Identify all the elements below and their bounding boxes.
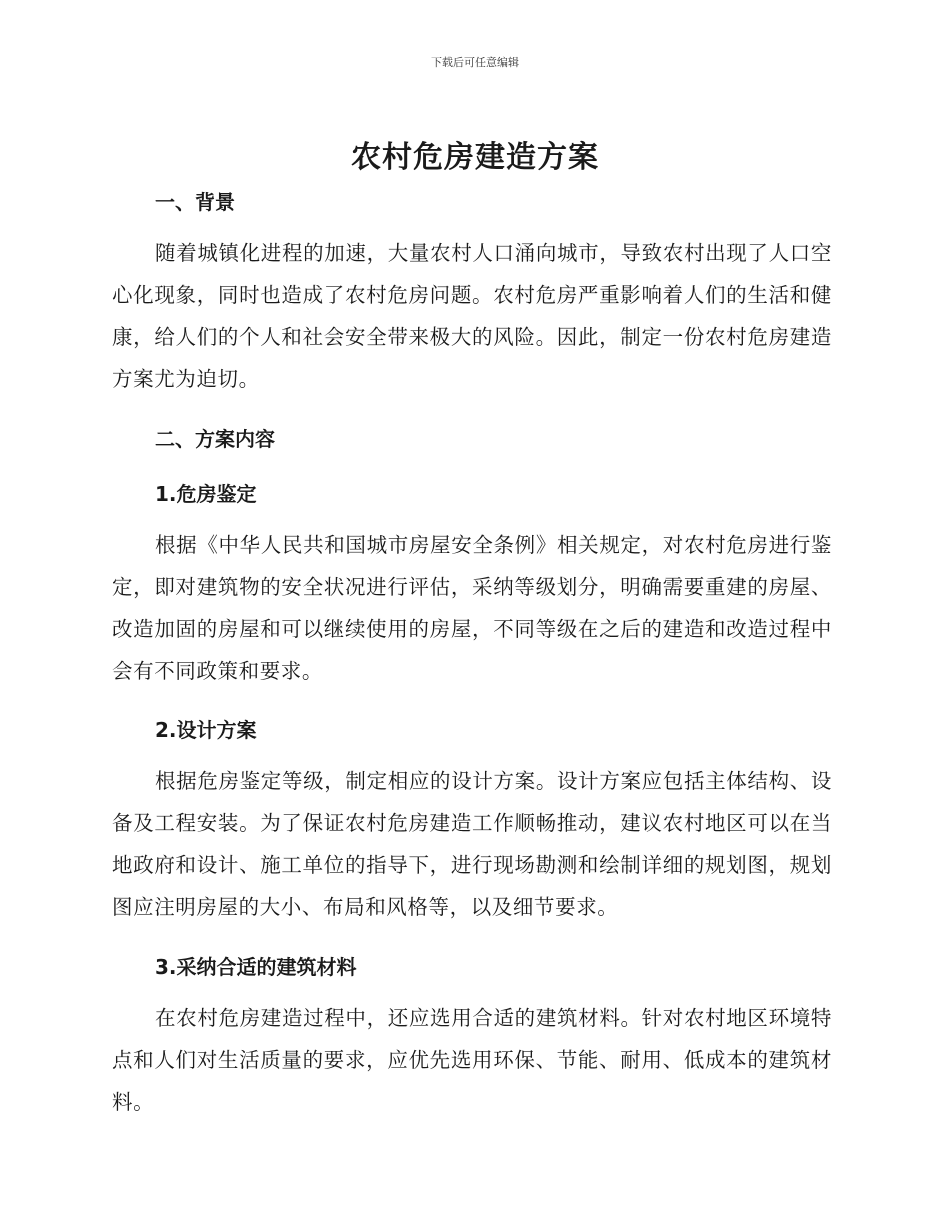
section-heading-content: 二、方案内容 xyxy=(155,427,275,451)
section-heading-background: 一、背景 xyxy=(155,190,235,214)
paragraph-materials: 在农村危房建造过程中，还应选用合适的建筑材料。针对农村地区环境特点和人们对生活质量的要求，应优先选用环保、节能、耐用、低成本的建筑材料。 xyxy=(112,1006,832,1114)
paragraph-background: 随着城镇化进程的加速，大量农村人口涌向城市，导致农村出现了人口空心化现象，同时也造成了农村危房问题。农村危房严重影响着人们的生活和健康，给人们的个人和社会安全带来极大的风险。因此，制定一份农村危房建造方案尤为迫切。 xyxy=(112,241,832,391)
subsection-heading-materials: 3.采纳合适的建筑材料 xyxy=(155,955,357,979)
paragraph-assessment: 根据《中华人民共和国城市房屋安全条例》相关规定，对农村危房进行鉴定，即对建筑物的安全状况进行评估，采纳等级划分，明确需要重建的房屋、改造加固的房屋和可以继续使用的房屋，不同等级在之后的建造和改造过程中会有不同政策和要求。 xyxy=(112,533,832,683)
subsection-heading-assessment: 1.危房鉴定 xyxy=(155,482,257,506)
document-title: 农村危房建造方案 xyxy=(351,140,599,175)
header-note: 下载后可任意编辑 xyxy=(431,56,519,69)
paragraph-design: 根据危房鉴定等级，制定相应的设计方案。设计方案应包括主体结构、设备及工程安装。为了保证农村危房建造工作顺畅推动，建议农村地区可以在当地政府和设计、施工单位的指导下，进行现场勘测和绘制详细的规划图，规划图应注明房屋的大小、布局和风格等，以及细节要求。 xyxy=(112,769,832,919)
subsection-heading-design: 2.设计方案 xyxy=(155,718,257,742)
